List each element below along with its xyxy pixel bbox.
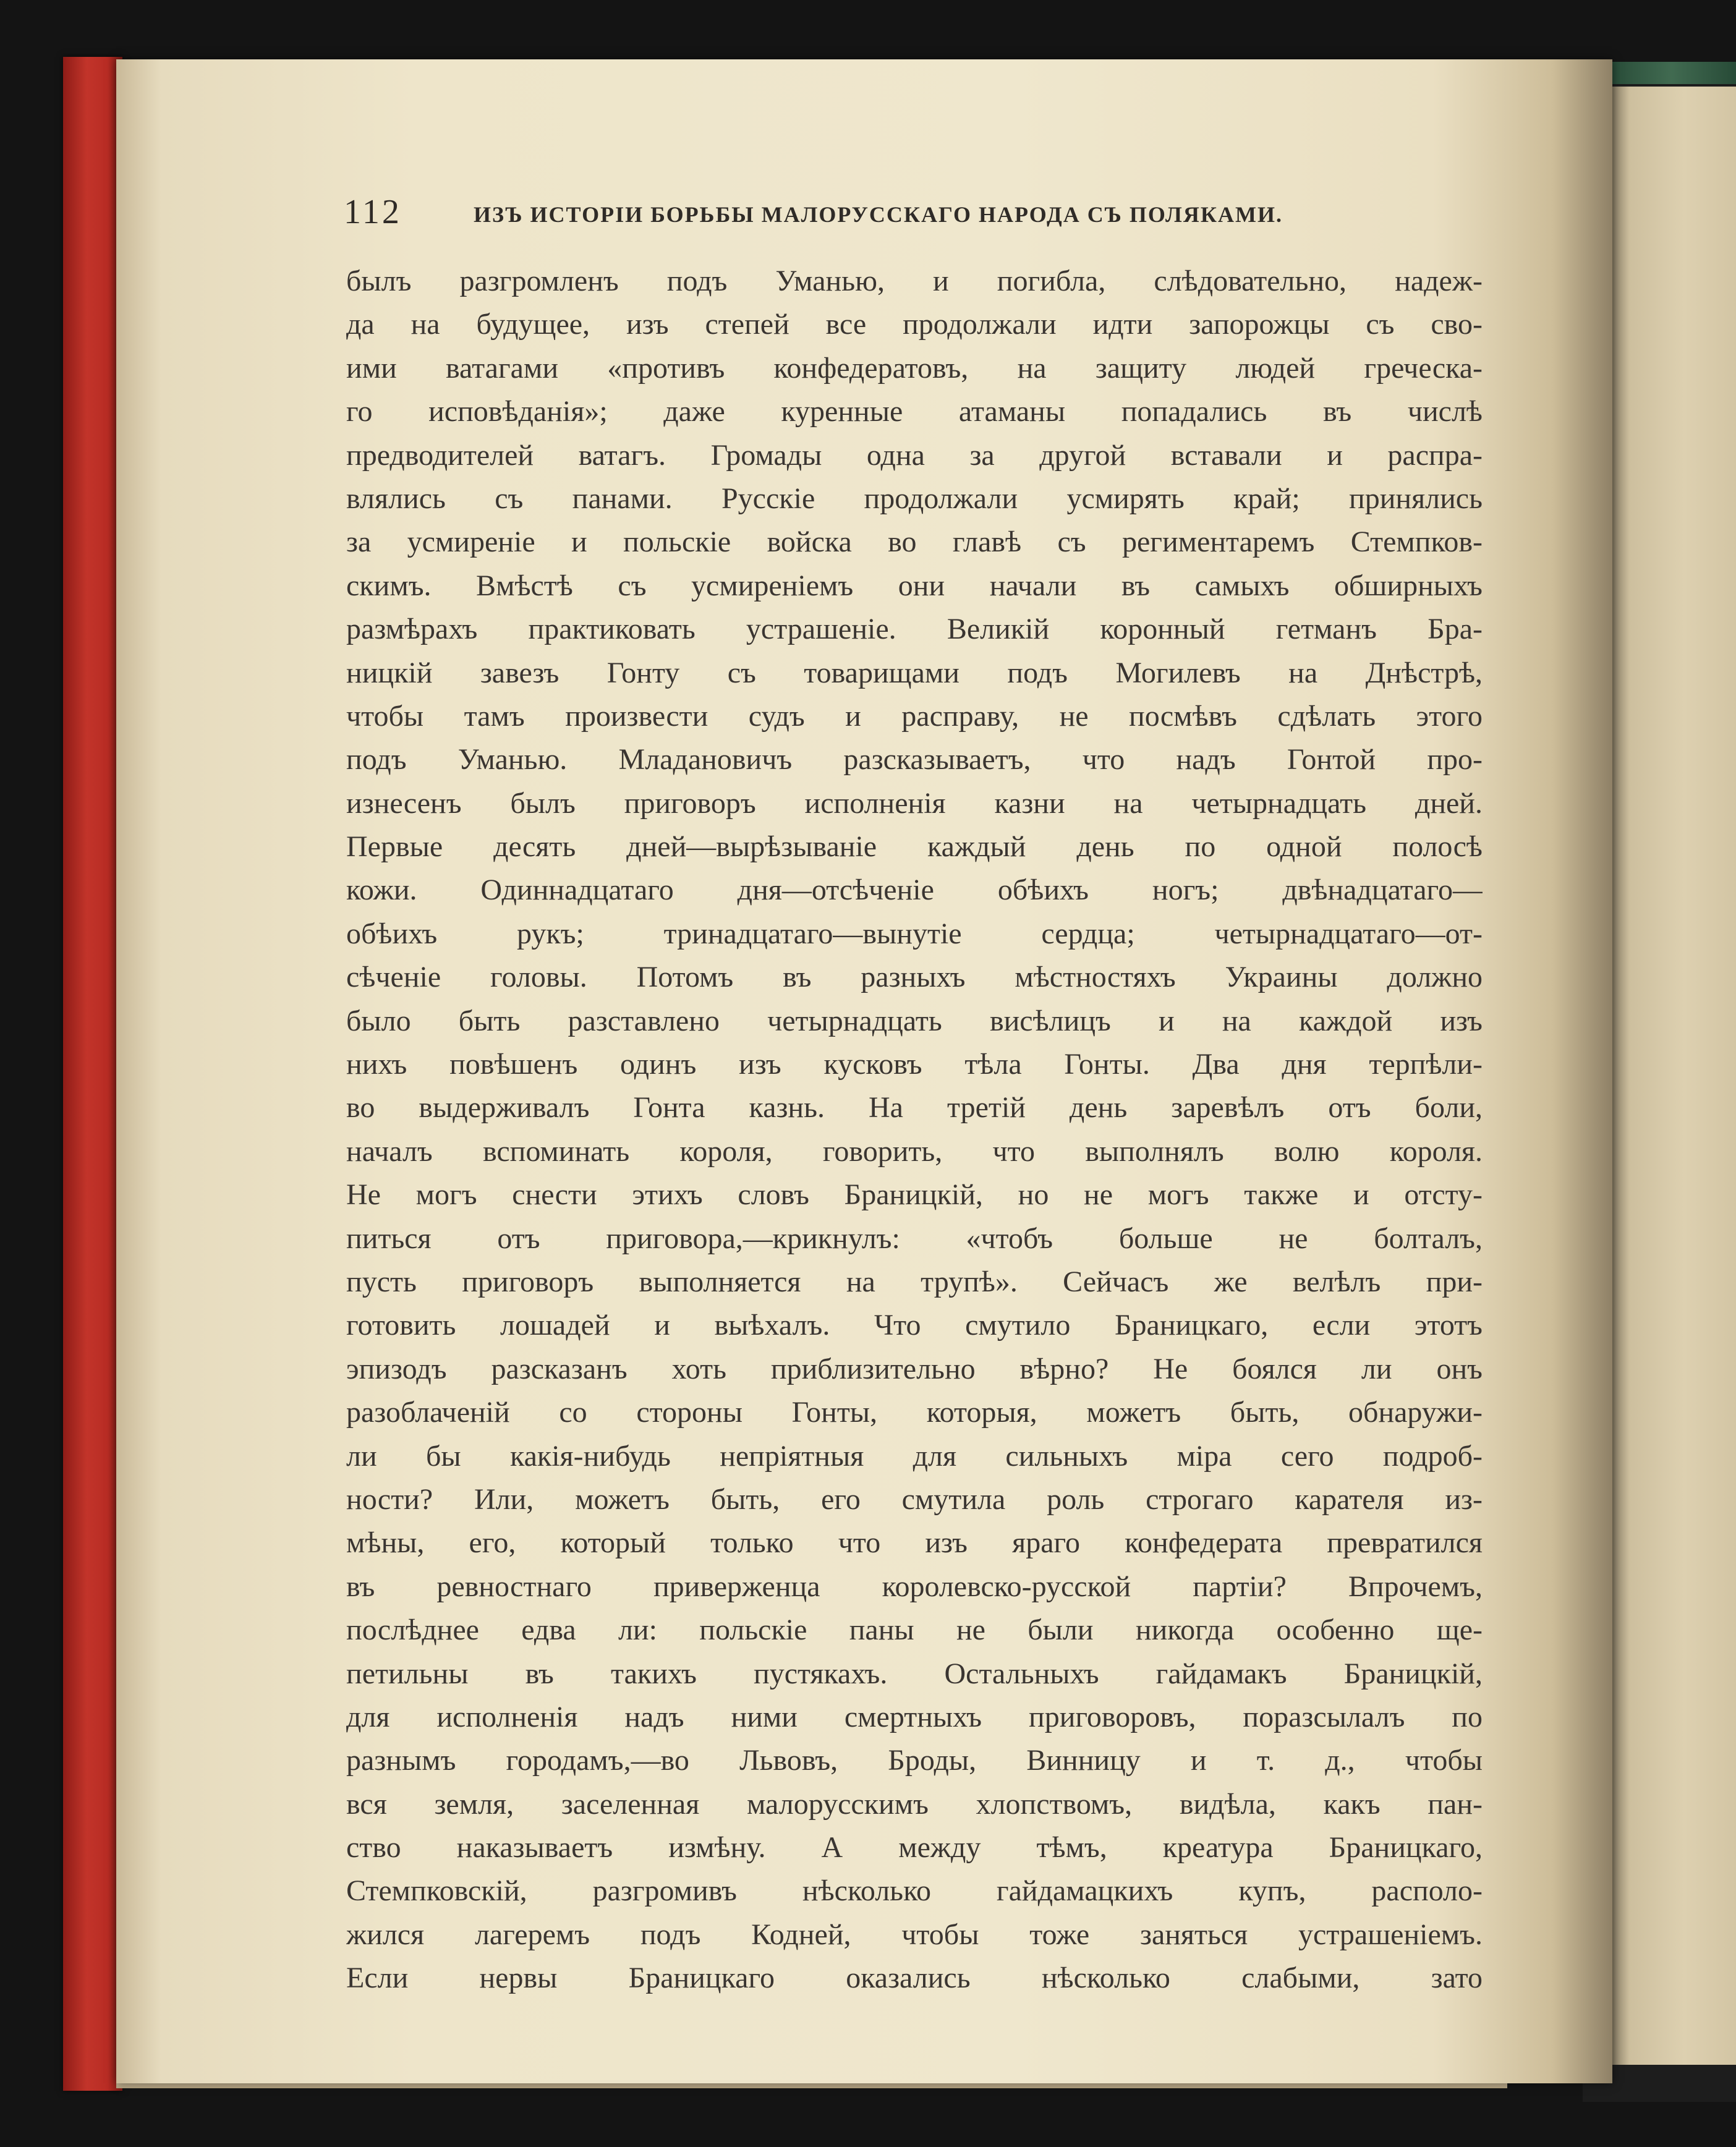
body-text <box>346 260 1483 2000</box>
text-line: ницкій завезъ Гонту съ товарищами подъ Могилевъ на Днѣстрѣ, <box>346 656 1483 689</box>
text-line: вся земля, заселенная малорусскимъ хлопствомъ, видѣла, какъ пан- <box>346 1787 1483 1821</box>
text-line: разнымъ городамъ,—во Львовъ, Броды, Винницу и т. д., чтобы <box>346 1744 1483 1777</box>
text-line: началъ вспоминать короля, говорить, что выполнялъ волю короля. <box>346 1134 1483 1168</box>
text-line: ли бы какія-нибудь непріятныя для сильныхъ міра сего подроб- <box>346 1439 1483 1473</box>
page-number: 112 <box>344 193 402 231</box>
text-line: петильны въ такихъ пустякахъ. Остальныхъ гайдамакъ Браницкій, <box>346 1657 1483 1690</box>
text-line: го исповѣданія»; даже куренные атаманы попадались въ числѣ <box>346 395 1483 428</box>
text-line: кожи. Одиннадцатаго дня—отсѣченіе обѣихъ ногъ; двѣнадцатаго— <box>346 874 1483 907</box>
text-line: для исполненія надъ ними смертныхъ приговоровъ, поразсылалъ по <box>346 1700 1483 1733</box>
text-line: изнесенъ былъ приговоръ исполненія казни на четырнадцать дней. <box>346 786 1483 820</box>
text-line: скимъ. Вмѣстѣ съ усмиреніемъ они начали въ самыхъ обширныхъ <box>346 569 1483 602</box>
text-line: послѣднее едва ли: польскіе паны не были никогда особенно ще- <box>346 1613 1483 1647</box>
text-line: пусть приговоръ выполняется на трупѣ». Сейчасъ же велѣлъ при- <box>346 1265 1483 1298</box>
text-line: питься отъ приговора,—крикнулъ: «чтобъ больше не болталъ, <box>346 1222 1483 1255</box>
text-line: влялись съ панами. Русскіе продолжали усмирять край; принялись <box>346 482 1483 515</box>
text-line: Стемпковскій, разгромивъ нѣсколько гайдамацкихъ купъ, располо- <box>346 1874 1483 1908</box>
text-line: эпизодъ разсказанъ хоть приблизительно вѣрно? Не боялся ли онъ <box>346 1352 1483 1385</box>
text-line: ство наказываетъ измѣну. А между тѣмъ, креатура Браницкаго, <box>346 1831 1483 1864</box>
text-line: да на будущее, изъ степей все продолжали идти запорожцы съ сво- <box>346 308 1483 341</box>
text-line: былъ разгромленъ подъ Уманью, и погибла, слѣдовательно, надеж- <box>346 265 1483 297</box>
facing-page-edge <box>1606 87 1736 2065</box>
text-line: предводителей ватагъ. Громады одна за другой вставали и распра- <box>346 438 1483 472</box>
book-spine-edge <box>1607 62 1736 84</box>
text-line: чтобы тамъ произвести судъ и расправу, не посмѣвъ сдѣлать этого <box>346 699 1483 733</box>
text-line: жился лагеремъ подъ Кодней, чтобы тоже заняться устрашеніемъ. <box>346 1918 1483 1951</box>
text-line: мѣны, его, который только что изъ яраго конфедерата превратился <box>346 1526 1483 1560</box>
text-line: размѣрахъ практиковать устрашеніе. Великій коронный гетманъ Бра- <box>346 613 1483 646</box>
text-line: во выдерживалъ Гонта казнь. На третій день заревѣлъ отъ боли, <box>346 1091 1483 1125</box>
text-line: подъ Уманью. Младановичъ разсказываетъ, что надъ Гонтой про- <box>346 743 1483 776</box>
text-line: за усмиреніе и польскіе войска во главѣ съ региментаремъ Стемпков- <box>346 525 1483 559</box>
book-cover-red-edge <box>63 57 122 2091</box>
text-line: обѣихъ рукъ; тринадцатаго—вынутіе сердца; четырнадцатаго—от- <box>346 917 1483 950</box>
text-line: въ ревностнаго приверженца королевско-русской партіи? Впрочемъ, <box>346 1570 1483 1603</box>
text-line: нихъ повѣшенъ одинъ изъ кусковъ тѣла Гонты. Два дня терпѣли- <box>346 1048 1483 1081</box>
text-line: сѣченіе головы. Потомъ въ разныхъ мѣстностяхъ Украины должно <box>346 961 1483 994</box>
text-line: Первые десять дней—вырѣзываніе каждый день по одной полосѣ <box>346 830 1483 864</box>
text-line: Не могъ снести этихъ словъ Браницкій, но не могъ также и отсту- <box>346 1178 1483 1212</box>
text-line: Если нервы Браницкаго оказались нѣсколько слабыми, зато <box>346 1962 1483 1995</box>
text-line: ности? Или, можетъ быть, его смутила роль строгаго карателя из- <box>346 1482 1483 1516</box>
text-line: разоблаченій со стороны Гонты, которыя, можетъ быть, обнаружи- <box>346 1396 1483 1429</box>
running-title: ИЗЪ ИСТОРІИ БОРЬБЫ МАЛОРУССКАГО НАРОДА СЪ ПОЛЯКАМИ. <box>474 202 1283 227</box>
running-head <box>344 190 1345 234</box>
text-line: готовить лошадей и выѣхалъ. Что смутило Браницкаго, если этотъ <box>346 1309 1483 1342</box>
text-line: было быть разставлено четырнадцать висѣлицъ и на каждой изъ <box>346 1004 1483 1037</box>
text-line: ими ватагами «противъ конфедератовъ, на защиту людей греческа- <box>346 351 1483 385</box>
